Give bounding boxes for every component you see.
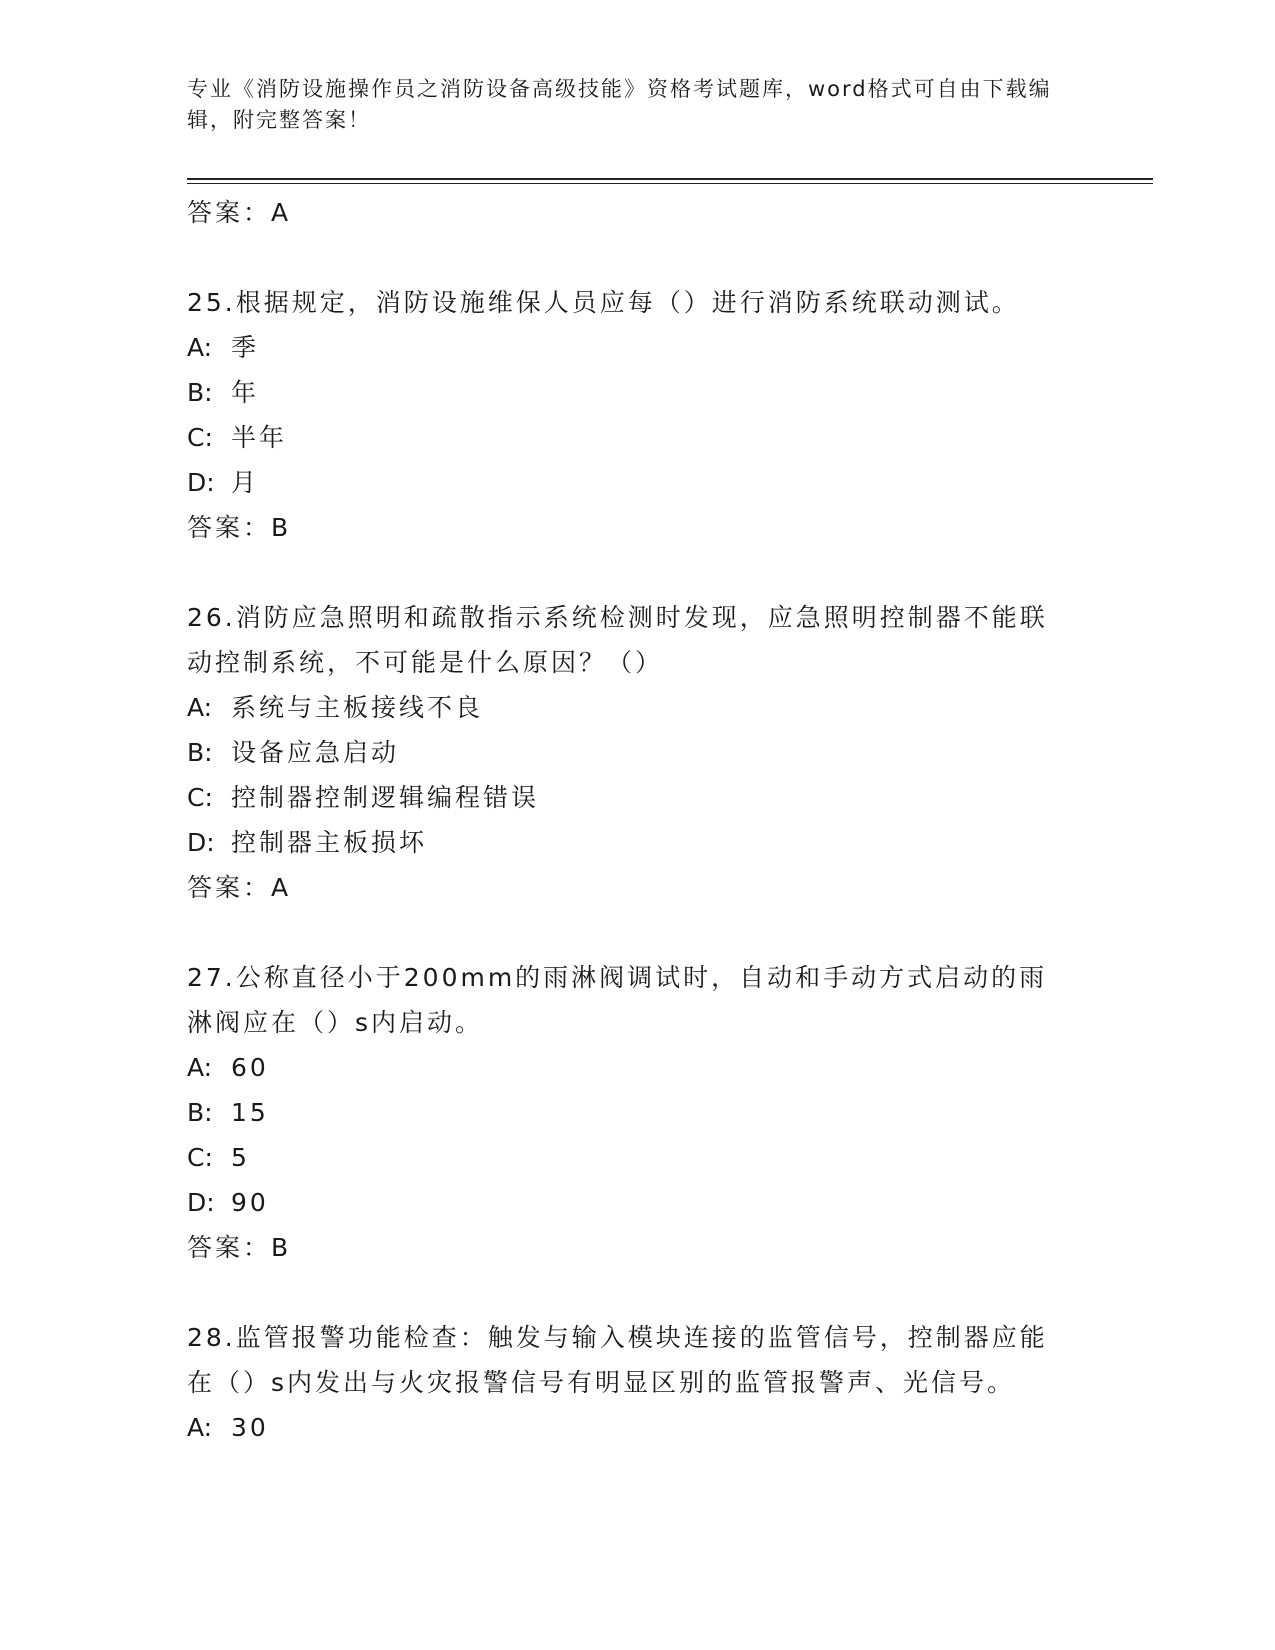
option-c [187,775,1067,820]
option-text: 15 [231,1098,269,1127]
answer-label: 答案： [187,1233,272,1262]
answer-label: 答案： [187,513,272,542]
option-c [187,415,1067,460]
answer-line [187,865,1067,910]
spacer [187,235,1067,280]
question-block [187,595,1067,910]
answer-value: A [271,198,290,227]
header-divider-thin [187,183,1153,184]
option-letter: A: [187,1413,213,1442]
option-letter: A: [187,1053,213,1082]
option-letter: B: [187,738,213,767]
answer-label: 答案： [187,873,272,902]
option-b [187,730,1067,775]
option-text: 5 [231,1143,250,1172]
option-letter: A: [187,333,213,362]
question-stem: 26.消防应急照明和疏散指示系统检测时发现，应急照明控制器不能联动控制系统，不可能是什么原因？（） [187,603,1048,677]
option-b [187,370,1067,415]
answer-value: B [271,1233,290,1262]
question-list [187,190,1067,1450]
answer-value: A [271,873,290,902]
option-letter: B: [187,378,213,407]
option-text: 季 [231,333,260,362]
option-a [187,1045,1067,1090]
answer-value: B [271,513,290,542]
option-letter: B: [187,1098,213,1127]
option-text: 半年 [231,423,288,452]
answer-line [187,1225,1067,1270]
spacer [187,550,1067,595]
answer-line [187,190,1067,235]
option-letter: C: [187,783,213,812]
option-a [187,685,1067,730]
option-text: 30 [231,1413,269,1442]
option-text: 年 [231,378,260,407]
question-block [187,1315,1067,1450]
option-letter: C: [187,423,213,452]
option-text: 系统与主板接线不良 [231,693,484,722]
answer-line [187,505,1067,550]
option-text: 设备应急启动 [231,738,400,767]
spacer [187,910,1067,955]
option-letter: C: [187,1143,213,1172]
question-stem: 27.公称直径小于200mm的雨淋阀调试时，自动和手动方式启动的雨淋阀应在（）s内启动。 [187,963,1048,1037]
header-divider-thick [187,178,1153,180]
option-text: 控制器控制逻辑编程错误 [231,783,540,812]
option-letter: D: [187,468,215,497]
option-text: 60 [231,1053,269,1082]
document-header-text: 专业《消防设施操作员之消防设备高级技能》资格考试题库，word格式可自由下载编辑，附完整答案！ [187,77,1052,132]
option-c [187,1135,1067,1180]
option-text: 90 [231,1188,269,1217]
option-a [187,325,1067,370]
option-b [187,1090,1067,1135]
option-text: 控制器主板损坏 [231,828,428,857]
option-a [187,1405,1067,1450]
option-letter: D: [187,1188,215,1217]
question-stem: 25.根据规定，消防设施维保人员应每（）进行消防系统联动测试。 [187,288,1020,317]
option-d [187,1180,1067,1225]
question-stem: 28.监管报警功能检查：触发与输入模块连接的监管信号，控制器应能在（）s内发出与火灾报警信号有明显区别的监管报警声、光信号。 [187,1323,1048,1397]
question-block [187,280,1067,550]
question-block [187,955,1067,1270]
spacer [187,1270,1067,1315]
option-text: 月 [231,468,260,497]
option-d [187,460,1067,505]
option-letter: A: [187,693,213,722]
option-letter: D: [187,828,215,857]
option-d [187,820,1067,865]
answer-label: 答案： [187,198,272,227]
